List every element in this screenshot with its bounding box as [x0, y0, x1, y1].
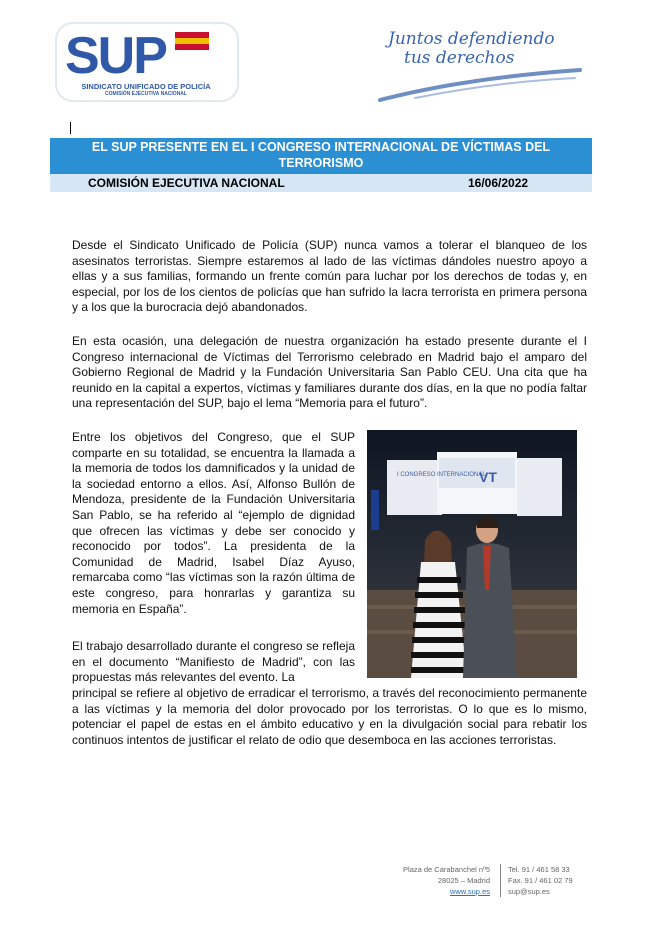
slogan-swoosh-icon	[375, 64, 585, 104]
document-subheader	[50, 174, 592, 192]
paragraph-2: En esta ocasión, una delegación de nuestra organización ha estado presente durante el I Congreso internacional de Víctimas del Terrorismo celebrado en Madrid bajo el amparo del Gobierno Regional de Madrid y la Fundación Universitaria San Pablo CEU. Una cita que ha reunido en la capital a expertos, víctimas y familiares durante dos días, en la que no podía faltar una representación del SUP, bajo el lema “Memoria para el futuro”.	[72, 334, 587, 411]
logo-subtitle: SINDICATO UNIFICADO DE POLICÍA	[81, 82, 211, 91]
footer-address	[360, 864, 490, 897]
paragraph-4: El trabajo desarrollado durante el congreso se refleja en el documento “Manifiesto de Madrid”, con las propuestas más relevantes del evento. La	[72, 639, 355, 685]
text-cursor	[70, 122, 71, 134]
footer-contact	[508, 864, 573, 897]
event-photo	[367, 430, 577, 678]
title-line-1: EL SUP PRESENTE EN EL I CONGRESO INTERNACIONAL DE VÍCTIMAS DEL	[91, 140, 551, 154]
department-label: COMISIÓN EJECUTIVA NACIONAL	[88, 176, 285, 190]
title-line-2: TERRORISMO	[278, 156, 364, 170]
slogan-line-2: tus derechos	[404, 48, 515, 68]
logo-subtitle-small: COMISIÓN EJECUTIVA NACIONAL	[105, 91, 187, 97]
sup-logo	[55, 22, 239, 102]
document-title	[50, 138, 592, 174]
paragraph-5: principal se refiere al objetivo de erradicar el terrorismo, a través del reconocimiento permanente a las víctimas y la memoria del dolor provocado por los terroristas. O lo que es lo mismo, potenciar el papel de estas en el ámbito educativo y en la divulgación social para rebatir los continuos intentos de justificar el relato de odio que desemboca en las acciones terroristas.	[72, 686, 587, 747]
footer-city: 28025 – Madrid	[437, 876, 490, 885]
screen-left-text: I CONGRESO INTERNACIONAL	[397, 472, 486, 478]
paragraph-1: Desde el Sindicato Unificado de Policía (SUP) nunca vamos a tolerar el blanqueo de los asesinatos terroristas. Siempre estaremos al lado de las víctimas dándoles nuestro apoyo a ellas y a sus familias, formando un frente común para luchar por los derechos de todas y, en especial, por los de los cientos de policías que han sufrido la lacra terrorista en primera persona y a los que la burocracia dejó abandonados.	[72, 238, 587, 315]
footer-street: Plaza de Carabanchel nº5	[403, 865, 490, 874]
logo-text: SUP	[65, 27, 166, 85]
screen-right-text: VT	[479, 469, 497, 485]
footer-phone: Tel. 91 / 461 58 33	[508, 865, 570, 874]
footer-email: sup@sup.es	[508, 887, 550, 896]
footer-website-link[interactable]: www.sup.es	[449, 887, 490, 896]
slogan	[388, 30, 568, 68]
footer-fax: Fax. 91 / 461 02 79	[508, 876, 573, 885]
document-date: 16/06/2022	[468, 176, 529, 190]
paragraph-3: Entre los objetivos del Congreso, que el SUP comparte en su totalidad, se encuentra la llamada a la memoria de todos los damnificados y la unidad de la sociedad entorno a ellos. Así, Alfonso Bullón de Mendoza, presidente de la Fundación Universitaria San Pablo, se ha referido al “ejemplo de dignidad que ofrecen las víctimas y debe ser conocido y reconocido por todos”. La presidenta de la Comunidad de Madrid, Isabel Díaz Ayuso, remarcaba como “las víctimas son la razón última de este congreso, para honrarlas y garantiza su memoria en España”.	[72, 430, 355, 616]
slogan-line-1: Juntos defendiendo	[388, 29, 555, 49]
footer-divider	[500, 864, 501, 897]
spain-flag-icon	[175, 32, 209, 50]
